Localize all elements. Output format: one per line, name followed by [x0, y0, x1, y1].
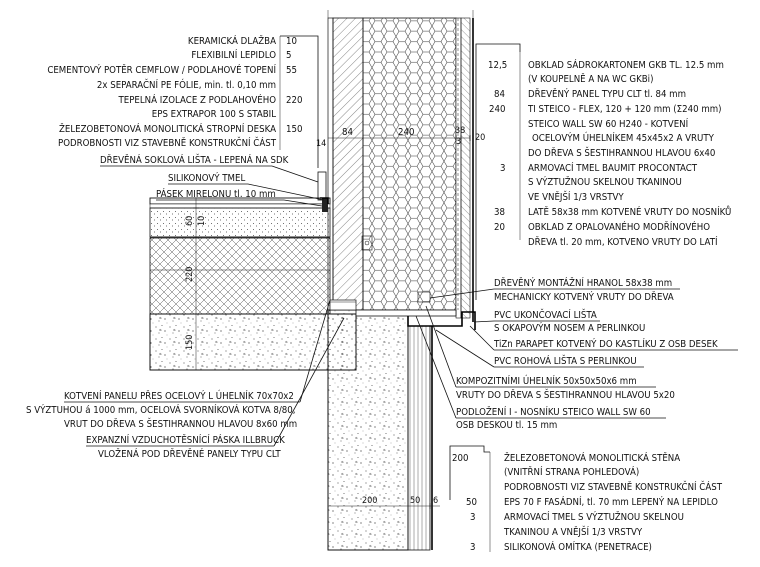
layer-dim: 3	[470, 512, 476, 523]
right-list-leader	[476, 44, 520, 300]
parapet-label: TiZn PARAPET KOTVENÝ DO KASTLÍKU Z OSB DESEK	[494, 339, 718, 350]
corner-label: PVC ROHOVÁ LIŠTA S PERLINKOU	[494, 356, 637, 367]
corner-leader	[436, 330, 494, 367]
dim-10: 10	[197, 215, 207, 226]
layer-dim: 50	[466, 497, 477, 508]
layer-dim: 20	[494, 222, 505, 233]
skirting-label: DŘEVĚNÁ SOKLOVÁ LIŠTA - LEPENÁ NA SDK	[100, 155, 289, 166]
anchor-label-1: KOTVENÍ PANELU PŘES OCELOVÝ L ÚHELNÍK 70x70x2	[64, 391, 294, 402]
bottom-layer-list	[452, 451, 723, 553]
layer-dim: 220	[286, 95, 303, 106]
dim-220: 220	[185, 266, 195, 282]
steico-insulation	[363, 18, 456, 310]
layer-line: OBKLAD SÁDROKARTONEM GKB TL. 12.5 mm	[528, 60, 724, 71]
layer-line: VE VNĚJŠÍ 1/3 VRSTVY	[528, 192, 624, 203]
skirting-leader	[272, 166, 318, 182]
battens	[461, 18, 470, 318]
layer-dim: 3	[470, 542, 476, 553]
dim-150: 150	[185, 334, 195, 350]
layer-line: DŘEVĚNÝ PANEL TYPU CLT tl. 84 mm	[528, 89, 686, 100]
anchor-label-3: VRUT DO DŘEVA S ŠESTIHRANNOU HLAVOU 8x60 mm	[64, 419, 298, 430]
dim-6: 6	[433, 496, 439, 506]
composite-leader	[426, 306, 456, 387]
layer-dim: 3	[500, 163, 506, 174]
dim-240: 240	[398, 127, 415, 138]
illbruck-tape	[330, 300, 356, 310]
adhesive	[150, 204, 330, 208]
layer-line: TKANINOU A VNĚJŠÍ 1/3 VRSTVY	[504, 527, 643, 538]
anchor-label-2: S VÝZTUHOU á 1000 mm, OCELOVÁ SVORNÍKOVÁ KOTVA 8/80,	[26, 405, 296, 416]
pvc-label-2: S OKAPOVÝM NOSEM A PERLINKOU	[494, 323, 646, 334]
layer-line: PODROBNOSTI VIZ STAVEBNĚ KONSTRUKČNÍ ČÁST	[504, 482, 722, 493]
illbruck-label-2: VLOŽENÁ POD DŘEVĚNÉ PANELY TYPU CLT	[98, 449, 281, 460]
dim-20: 20	[475, 133, 486, 143]
layer-line: STEICO WALL SW 60 H240 - KOTVENÍ	[528, 119, 689, 130]
dim-3: 3	[456, 137, 462, 147]
layer-dim: 38	[494, 207, 505, 218]
layer-dim: 84	[494, 89, 505, 100]
eps-floor-insulation	[150, 238, 330, 314]
facade-eps	[408, 326, 430, 550]
layer-line: S VÝZTUŽNOU SKELNOU TKANINOU	[528, 177, 682, 188]
wooden-skirting	[318, 172, 326, 200]
layer-line: ARMOVACÍ TMEL BAUMIT PROCONTACT	[528, 163, 697, 174]
layer-line: TI STEICO - FLEX, 120 + 120 mm (Σ240 mm)	[528, 104, 722, 115]
dim-14: 14	[316, 139, 327, 149]
dim-50: 50	[410, 496, 421, 506]
layer-dim: 240	[489, 104, 506, 115]
layer-line: OCELOVÝM ÚHELNÍKEM 45x45x2 A VRUTY	[532, 133, 714, 144]
pvc-leader	[474, 321, 494, 322]
clt-panel	[333, 18, 363, 310]
parapet-leader	[470, 326, 494, 350]
layer-line: LATĚ 58x38 mm KOTVENÉ VRUTY DO NOSNÍKŮ	[528, 207, 732, 218]
dim-200: 200	[362, 496, 378, 506]
layer-label: TEPELNÁ IZOLACE Z PODLAHOVÉHO	[118, 95, 276, 106]
concrete-slab	[150, 314, 356, 370]
right-layer-list	[488, 58, 731, 248]
screed	[150, 208, 330, 237]
dim-84: 84	[342, 127, 353, 138]
left-layer-list	[47, 34, 302, 149]
layer-line: OBKLAD Z OPALOVANÉHO MODŘÍNOVÉHO	[528, 222, 710, 233]
concrete-wall	[328, 310, 408, 550]
layer-label: FLEXIBILNÍ LEPIDLO	[191, 50, 276, 61]
layer-line: (V KOUPELNĚ A NA WC GKBi)	[528, 74, 654, 85]
illbruck-label-1: EXPANZNÍ VZDUCHOTĚSNÍCÍ PÁSKA ILLBRUCK	[86, 435, 285, 446]
pvc-label-1: PVC UKONČOVACÍ LIŠTA	[494, 310, 597, 321]
layer-line: DO DŘEVA S ŠESTIHRANNOU HLAVOU 6x40	[528, 148, 716, 159]
layer-label: CEMENTOVÝ POTĚR CEMFLOW / PODLAHOVÉ TOPENÍ	[47, 65, 276, 76]
render-layer	[456, 18, 461, 318]
layer-line: DŘEVA tl. 20 mm, KOTVENO VRUTY DO LATÍ	[528, 237, 718, 248]
layer-label: KERAMICKÁ DLAŽBA	[187, 36, 276, 47]
layer-label: ŽELEZOBETONOVÁ MONOLITICKÁ STROPNÍ DESKA	[58, 124, 276, 135]
hranol-label-2: MECHANICKY KOTVENÝ VRUTY DO DŘEVA	[494, 292, 674, 303]
substructure-label-1: PODLOŽENÍ I - NOSNÍKU STEICO WALL SW 60	[456, 407, 651, 418]
layer-dim: 150	[286, 124, 303, 135]
composite-label-1: KOMPOZITNÍMI ÚHELNÍK 50x50x50x6 mm	[456, 376, 637, 387]
layer-label: 2x SEPARAČNÍ PE FÓLIE, min. tl. 0,10 mm	[96, 80, 276, 91]
layer-line: SILIKONOVÁ OMÍTKA (PENETRACE)	[504, 542, 652, 553]
osb-board	[356, 310, 456, 316]
layer-line: ŽELEZOBETONOVÁ MONOLITICKÁ STĚNA	[504, 453, 681, 464]
dim-60: 60	[185, 215, 195, 226]
tape-label: PÁSEK MIRELONU tl. 10 mm	[156, 189, 276, 200]
dim-38: 38	[455, 126, 466, 136]
silicone-label: SILIKONOVÝ TMEL	[168, 173, 246, 184]
layer-dim: 12,5	[488, 60, 508, 71]
layer-line: EPS 70 F FASÁDNÍ, tl. 70 mm LEPENÝ NA LEPIDLO	[504, 497, 718, 508]
substructure-label-2: OSB DESKOU tl. 15 mm	[456, 420, 558, 431]
layer-label: PODROBNOSTI VIZ STAVEBNĚ KONSTRUKČNÍ ČÁST	[58, 138, 276, 149]
hranol-label-1: DŘEVĚNÝ MONTÁŽNÍ HRANOL 58x38 mm	[494, 278, 673, 289]
layer-line: (VNITŘNÍ STRANA POHLEDOVÁ)	[504, 467, 640, 478]
layer-label: EPS EXTRAPOR 100 S STABIL	[151, 109, 276, 120]
composite-label-2: VRUTY DO DŘEVA S ŠESTIHRANNOU HLAVOU 5x20	[456, 390, 675, 401]
layer-dim: 10	[286, 36, 297, 47]
layer-dim: 5	[286, 50, 292, 61]
layer-dim: 55	[286, 65, 297, 76]
layer-line: ARMOVACÍ TMEL S VÝZTUŽNOU SKELNOU	[504, 512, 684, 523]
layer-dim: 200	[452, 453, 469, 464]
